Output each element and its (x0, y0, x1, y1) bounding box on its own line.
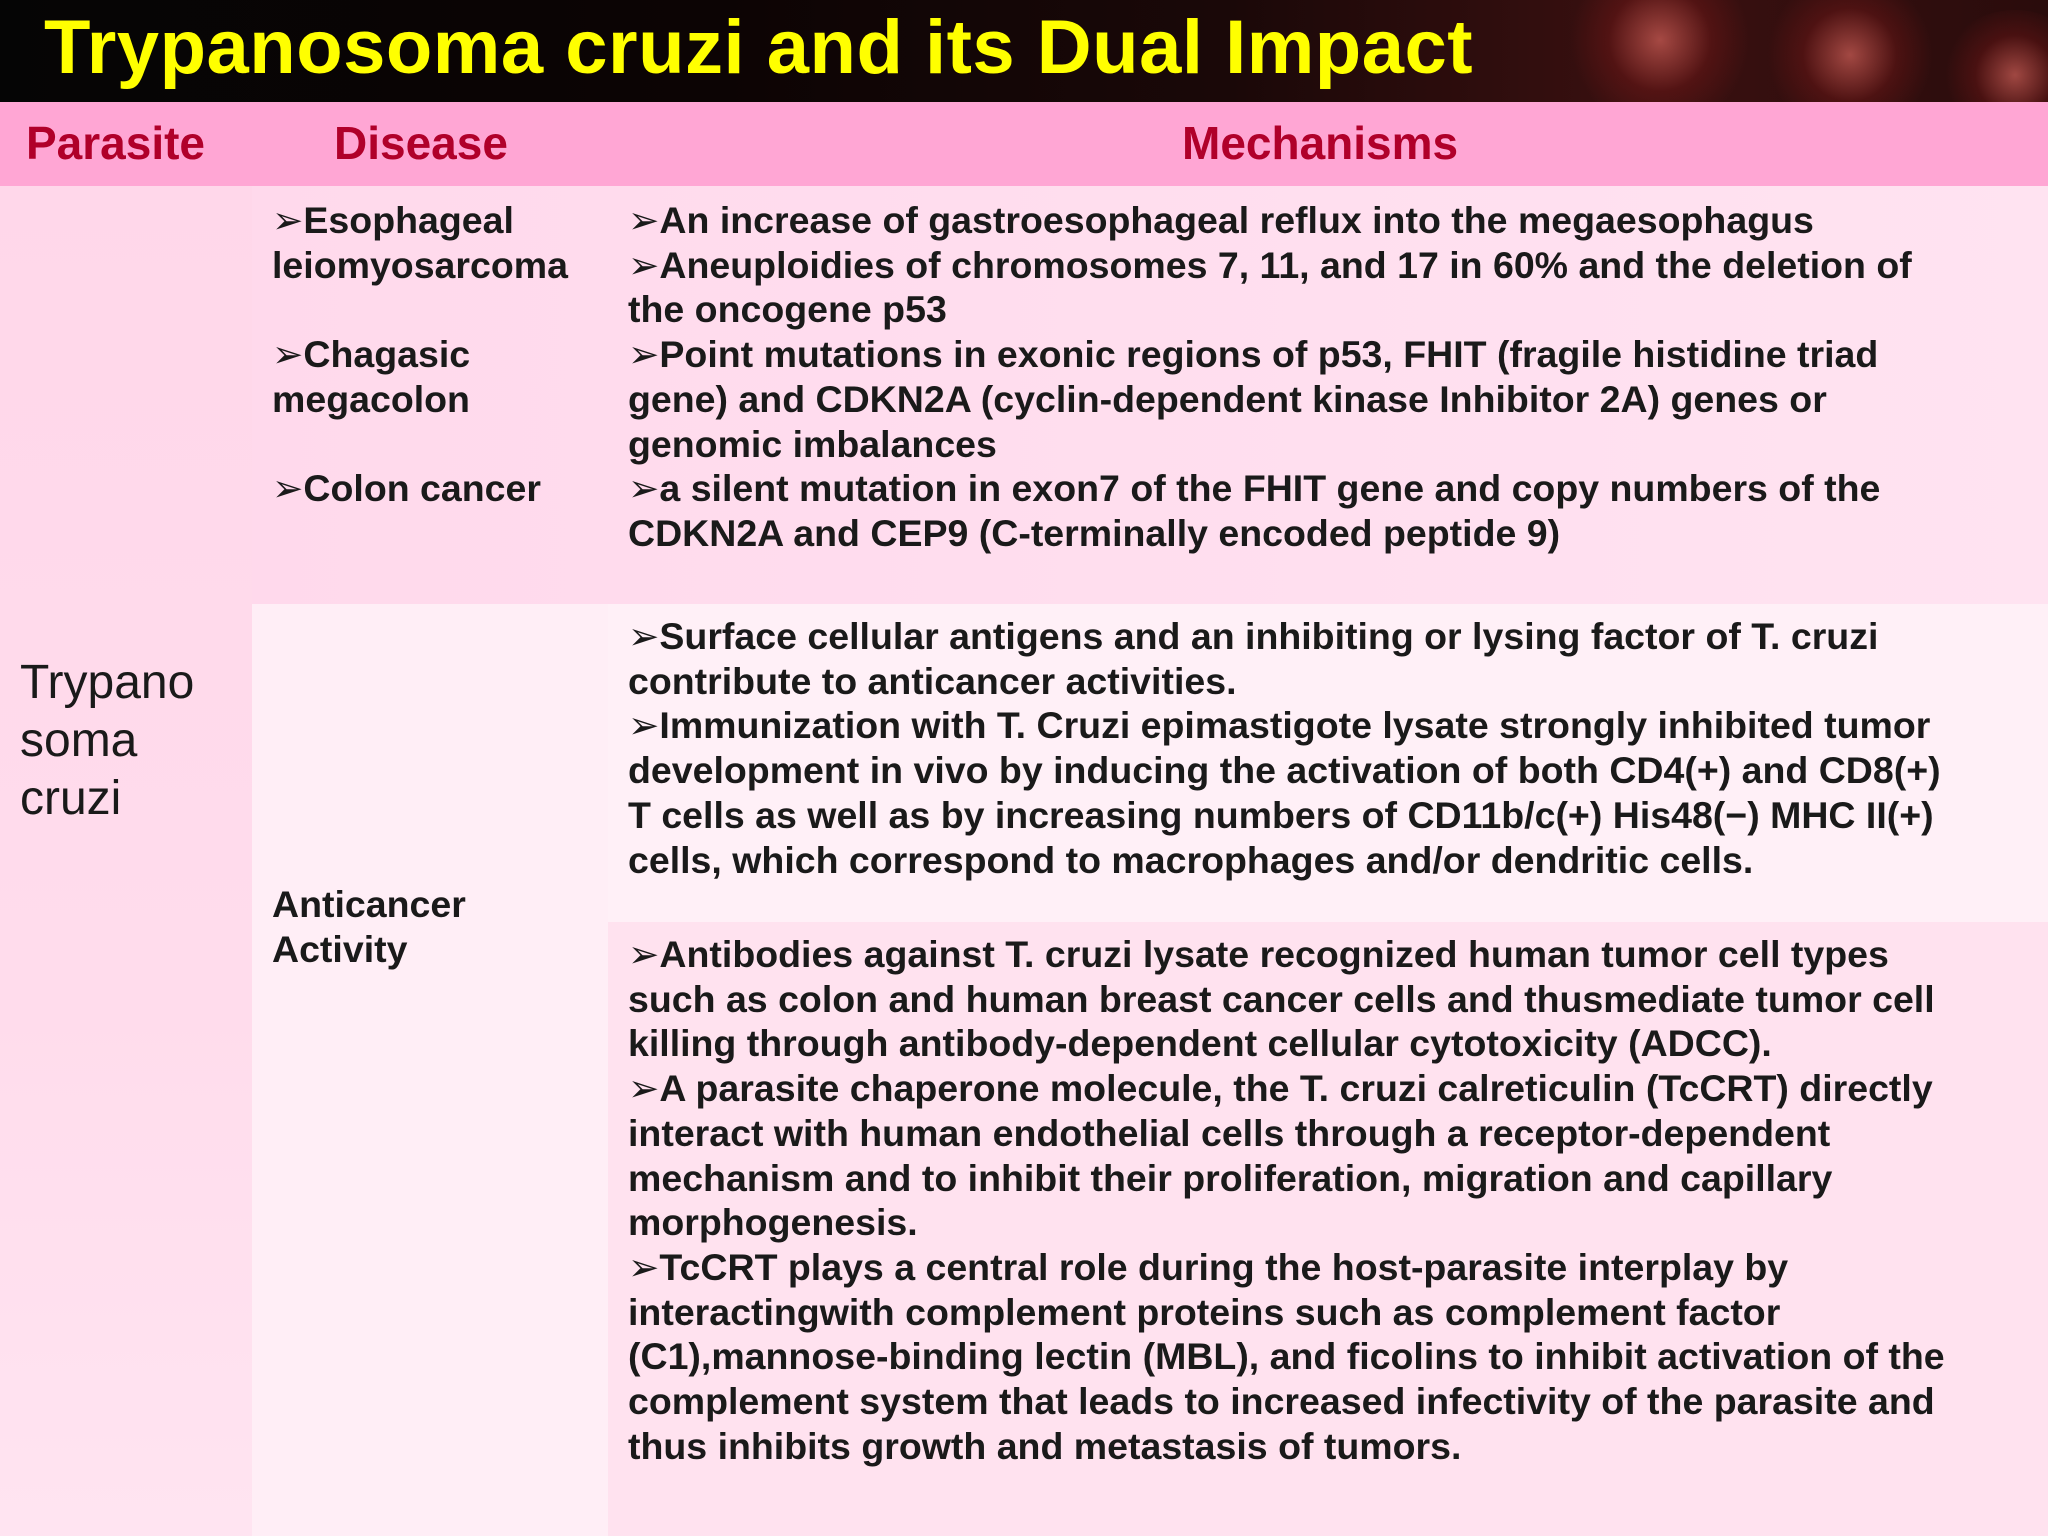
list-item: ➢TcCRT plays a central role during the host-parasite interplay by (628, 1245, 1789, 1288)
bullet-arrow-icon: ➢ (628, 199, 660, 241)
mechanisms-list-top (628, 198, 2038, 556)
title-bar (0, 0, 2048, 102)
decorative-glow (1940, 10, 2048, 102)
list-item: ➢Surface cellular antigens and an inhibiting or lysing factor of T. cruzi (628, 615, 1879, 657)
parasite-name-line: cruzi (20, 772, 122, 825)
mechanisms-list-bottom (628, 932, 2038, 1468)
list-item: ➢Colon cancer (272, 467, 541, 510)
list-item-continuation: interactingwith complement proteins such as complement factor (628, 1290, 1781, 1333)
mechanisms-list-mid (628, 614, 2038, 882)
bullet-arrow-icon: ➢ (628, 333, 660, 376)
bullet-arrow-icon: ➢ (628, 704, 660, 747)
bullet-arrow-icon: ➢ (628, 1067, 660, 1110)
list-item-continuation: genomic imbalances (628, 422, 997, 465)
list-item: ➢Esophageal (272, 199, 514, 241)
header-mechanisms: Mechanisms (1182, 117, 1459, 169)
spacer (272, 422, 602, 467)
list-item-continuation: leiomyosarcoma (272, 243, 568, 286)
bullet-arrow-icon: ➢ (628, 467, 660, 510)
list-item-continuation: interact with human endothelial cells through a receptor-dependent (628, 1111, 1831, 1154)
list-item-continuation: such as colon and human breast cancer cells and thusmediate tumor cell (628, 977, 1935, 1020)
bullet-arrow-icon: ➢ (628, 615, 660, 657)
list-item: ➢Aneuploidies of chromosomes 7, 11, and 17 in 60% and the deletion of (628, 243, 1912, 286)
list-item-continuation: killing through antibody-dependent cellular cytotoxicity (ADCC). (628, 1022, 1772, 1065)
header-disease: Disease (334, 117, 508, 169)
bullet-arrow-icon: ➢ (628, 243, 660, 286)
list-item-continuation: megacolon (272, 377, 470, 420)
bullet-arrow-icon: ➢ (272, 199, 304, 241)
list-item: ➢Point mutations in exonic regions of p53, FHIT (fragile histidine triad (628, 333, 1879, 376)
bullet-arrow-icon: ➢ (628, 1245, 660, 1288)
list-item-continuation: the oncogene p53 (628, 288, 947, 331)
list-item-continuation: T cells as well as by increasing numbers of CD11b/c(+) His48(−) MHC II(+) (628, 793, 1934, 836)
list-item-continuation: contribute to anticancer activities. (628, 659, 1237, 702)
list-item-continuation: morphogenesis. (628, 1201, 918, 1244)
decorative-glow (1760, 0, 1940, 102)
header-parasite: Parasite (26, 117, 206, 169)
table-header-row (0, 102, 2048, 186)
list-item: ➢Antibodies against T. cruzi lysate recognized human tumor cell types (628, 933, 1889, 975)
parasite-name-line: Trypano (20, 656, 195, 709)
list-item-continuation: cells, which correspond to macrophages and/or dendritic cells. (628, 838, 1754, 881)
list-item-continuation: (C1),mannose-binding lectin (MBL), and ficolins to inhibit activation of the (628, 1335, 1945, 1378)
decorative-glow (1560, 0, 1760, 102)
bullet-arrow-icon: ➢ (272, 467, 304, 510)
slide-title: Trypanosoma cruzi and its Dual Impact (44, 5, 1474, 90)
parasite-cell (0, 186, 252, 1536)
bullet-arrow-icon: ➢ (272, 333, 304, 376)
parasite-name-line: soma (20, 714, 138, 767)
list-item: ➢a silent mutation in exon7 of the FHIT gene and copy numbers of the (628, 467, 1881, 510)
list-item-continuation: complement system that leads to increased infectivity of the parasite and (628, 1380, 1935, 1423)
spacer (272, 287, 602, 332)
list-item: ➢An increase of gastroesophageal reflux into the megaesophagus (628, 199, 1814, 241)
list-item-continuation: thus inhibits growth and metastasis of tumors. (628, 1424, 1462, 1467)
list-item-continuation: development in vivo by inducing the activation of both CD4(+) and CD8(+) (628, 749, 1941, 792)
parasite-name (20, 654, 245, 828)
list-item: ➢Immunization with T. Cruzi epimastigote lysate strongly inhibited tumor (628, 704, 1931, 747)
anticancer-activity-label: Anticancer Activity (272, 883, 466, 970)
list-item: ➢A parasite chaperone molecule, the T. cruzi calreticulin (TcCRT) directly (628, 1067, 1933, 1110)
list-item-continuation: mechanism and to inhibit their proliferation, migration and capillary (628, 1156, 1833, 1199)
disease-list (272, 198, 602, 511)
list-item: ➢Chagasic (272, 333, 471, 376)
bullet-arrow-icon: ➢ (628, 933, 660, 975)
list-item-continuation: CDKN2A and CEP9 (C-terminally encoded peptide 9) (628, 511, 1561, 554)
anticancer-disease-cell (252, 604, 608, 1536)
list-item-continuation: gene) and CDKN2A (cyclin-dependent kinase Inhibitor 2A) genes or (628, 377, 1827, 420)
